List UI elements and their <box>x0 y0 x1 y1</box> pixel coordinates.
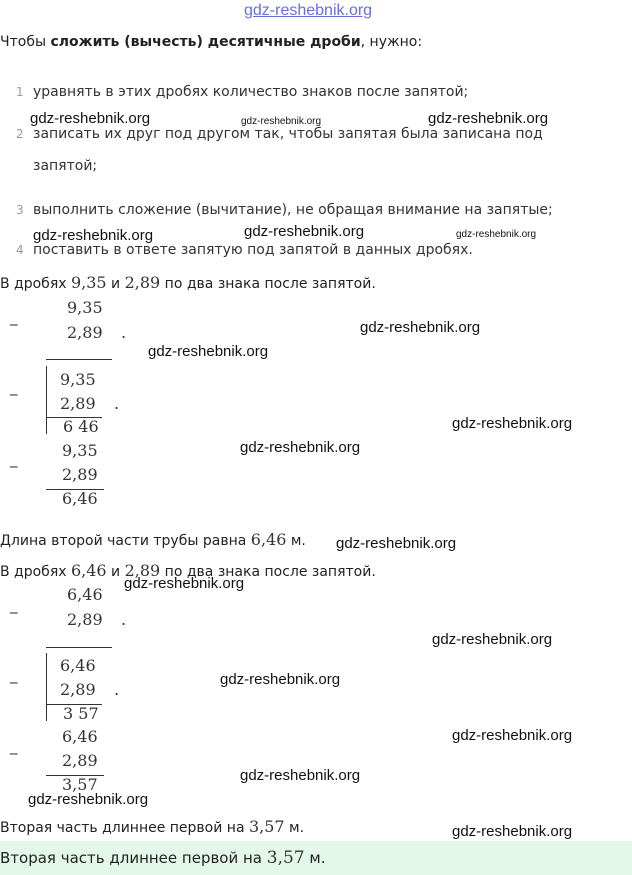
minus-sign: _ <box>10 378 18 396</box>
minuend: 6,46 <box>67 585 103 604</box>
answer-box <box>0 841 632 875</box>
fraction-a: 6,46 <box>70 561 107 580</box>
minuend: 9,35 <box>67 298 103 317</box>
answer-text <box>0 848 325 868</box>
fraction-b: 2,89 <box>124 561 161 580</box>
minuend: 9,35 <box>62 441 98 460</box>
sentence-post: по два знака после запятой. <box>160 276 376 292</box>
intro-post: , нужно: <box>360 34 423 50</box>
minus-sign: _ <box>10 596 18 614</box>
fraction-a: 9,35 <box>70 273 107 292</box>
conclusion-value: 3,57 <box>248 817 285 836</box>
difference: 3,57 <box>62 775 98 794</box>
watermark: gdz-reshebnik.org <box>452 415 573 432</box>
minus-sign: _ <box>10 450 18 468</box>
conclusion-pre: Вторая часть длиннее первой на <box>0 820 249 836</box>
minus-sign: _ <box>10 308 18 326</box>
block1-conclusion <box>0 530 306 549</box>
intro-bold: сложить (вычесть) десятичные дроби <box>50 34 361 50</box>
subtrahend: 2,89 <box>67 610 103 629</box>
difference: 6 46 <box>63 417 99 436</box>
step-number: 1 <box>16 85 24 99</box>
watermark-link[interactable]: gdz-reshebnik.org <box>244 2 373 19</box>
watermark: gdz-reshebnik.org <box>240 439 361 456</box>
step-number: 3 <box>16 203 24 217</box>
difference: 6,46 <box>62 489 98 508</box>
watermark: gdz-reshebnik.org <box>452 823 573 840</box>
sentence-pre: В дробях <box>0 276 71 292</box>
minuend: 6,46 <box>62 727 98 746</box>
watermark: gdz-reshebnik.org <box>456 229 537 240</box>
watermark: gdz-reshebnik.org <box>360 319 481 336</box>
watermark: gdz-reshebnik.org <box>336 535 457 552</box>
answer-value: 3,57 <box>266 848 305 868</box>
watermark: gdz-reshebnik.org <box>124 575 245 592</box>
watermark: gdz-reshebnik.org <box>28 791 149 808</box>
watermark: gdz-reshebnik.org <box>244 223 365 240</box>
conclusion-post: м. <box>284 820 305 836</box>
step-text: поставить в ответе запятую под запятой в данных дробях. <box>33 242 473 258</box>
difference: 3 57 <box>63 704 99 723</box>
minus-sign: _ <box>10 737 18 755</box>
column-line <box>46 366 47 434</box>
sum-line <box>46 647 112 648</box>
step-text: записать их друг под другом так, чтобы запятая была записана под <box>33 126 543 142</box>
dot: . <box>121 610 127 629</box>
subtrahend: 2,89 <box>62 751 98 770</box>
step-text: уравнять в этих дробях количество знаков после запятой; <box>33 84 469 100</box>
sentence-pre: В дробях <box>0 564 71 580</box>
watermark: gdz-reshebnik.org <box>428 110 549 127</box>
answer-pre: Вторая часть длиннее первой на <box>0 849 267 867</box>
sentence-post: по два знака после запятой. <box>160 564 376 580</box>
block2-conclusion <box>0 817 304 836</box>
intro-text <box>0 34 422 50</box>
intro-pre: Чтобы <box>0 34 51 50</box>
watermark: gdz-reshebnik.org <box>30 110 151 127</box>
subtrahend: 2,89 <box>62 465 98 484</box>
minuend: 6,46 <box>60 656 96 675</box>
conclusion-pre: Длина второй части трубы равна <box>0 533 251 549</box>
watermark: gdz-reshebnik.org <box>432 631 553 648</box>
block1-sentence <box>0 273 376 292</box>
conclusion-value: 6,46 <box>250 530 287 549</box>
step-text: запятой; <box>33 158 98 174</box>
subtrahend: 2,89 <box>67 323 103 342</box>
fraction-b: 2,89 <box>124 273 161 292</box>
column-line <box>46 653 47 721</box>
subtrahend: 2,89 <box>60 680 96 699</box>
sentence-and: и <box>106 564 125 580</box>
watermark: gdz-reshebnik.org <box>241 116 322 127</box>
step-number: 4 <box>16 243 24 257</box>
dot: . <box>121 323 127 342</box>
watermark: gdz-reshebnik.org <box>452 727 573 744</box>
conclusion-post: м. <box>286 533 306 549</box>
sentence-and: и <box>106 276 125 292</box>
watermark: gdz-reshebnik.org <box>240 767 361 784</box>
dot: . <box>114 680 120 699</box>
minus-sign: _ <box>10 666 18 684</box>
dot: . <box>114 394 120 413</box>
watermark: gdz-reshebnik.org <box>148 343 269 360</box>
watermark: gdz-reshebnik.org <box>33 227 154 244</box>
minuend: 9,35 <box>60 370 96 389</box>
step-text: выполнить сложение (вычитание), не обращая внимание на запятые; <box>33 202 553 218</box>
sum-line <box>46 359 112 360</box>
answer-post: м. <box>304 849 326 867</box>
subtrahend: 2,89 <box>60 394 96 413</box>
step-number: 2 <box>16 127 24 141</box>
watermark: gdz-reshebnik.org <box>220 671 341 688</box>
